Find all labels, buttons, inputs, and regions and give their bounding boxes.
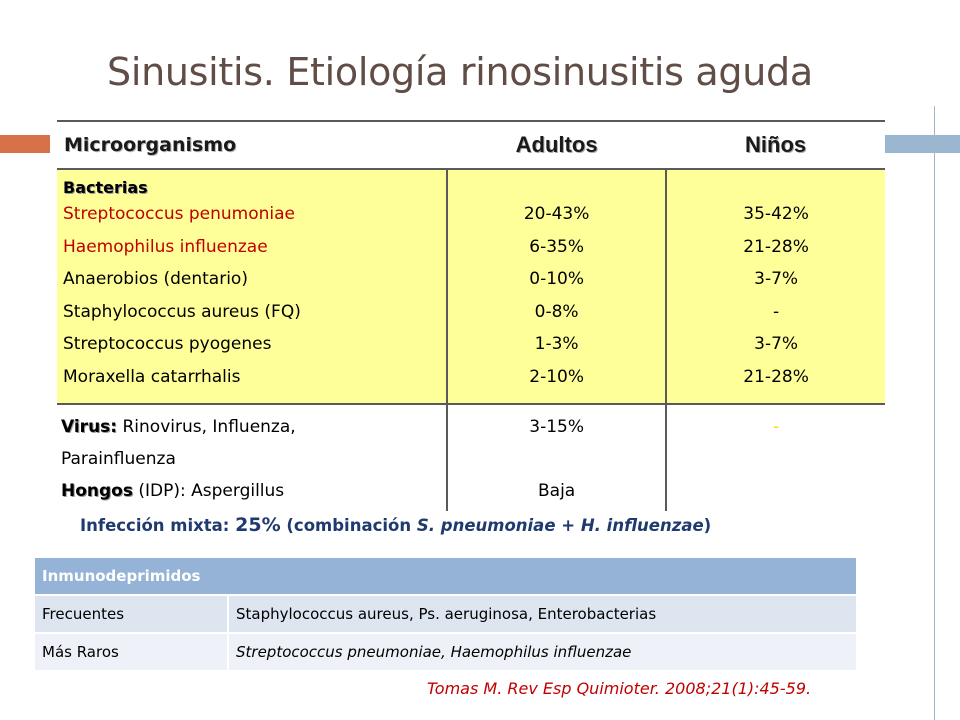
adult-virus-value: 3-15% bbox=[529, 417, 584, 437]
organism-item: Haemophilus influenzae bbox=[63, 236, 268, 257]
table-header-row bbox=[57, 121, 885, 169]
citation: Tomas M. Rev Esp Quimioter. 2008;21(1):45-59. bbox=[427, 679, 812, 698]
child-value: 3-7% bbox=[754, 269, 799, 289]
header-microorganism: Microorganismo bbox=[57, 121, 447, 169]
bacteria-organisms-cell bbox=[57, 169, 447, 404]
child-value: 21-28% bbox=[743, 366, 809, 387]
header-adults: Adultos bbox=[447, 121, 666, 169]
virus-line-2: Parainfluenza bbox=[61, 449, 176, 469]
child-value: 35-42% bbox=[743, 204, 809, 224]
header-children: Niños bbox=[666, 121, 885, 169]
immuno-row-value: Staphylococcus aureus, Ps. aeruginosa, Enterobacterias bbox=[228, 595, 856, 633]
adult-value: 0-8% bbox=[534, 301, 579, 322]
adult-value: 20-43% bbox=[523, 204, 590, 224]
child-virus-value: - bbox=[773, 417, 780, 437]
immuno-header: Inmunodeprimidos bbox=[35, 558, 856, 595]
accent-vertical-line bbox=[934, 106, 935, 720]
fungi-text: (IDP): Aspergillus bbox=[132, 481, 285, 501]
organism-item: Anaerobios (dentario) bbox=[63, 269, 248, 289]
accent-bar-left bbox=[0, 135, 50, 153]
fungi-line bbox=[61, 475, 446, 507]
child-value: 3-7% bbox=[754, 334, 799, 354]
organism-item: Moraxella catarrhalis bbox=[63, 366, 241, 387]
bacteria-adults-cell bbox=[447, 169, 666, 404]
adult-value: 2-10% bbox=[529, 366, 584, 387]
adult-value: 0-10% bbox=[529, 269, 584, 289]
immuno-row bbox=[35, 595, 856, 633]
organism-item: Streptococcus pyogenes bbox=[63, 334, 272, 354]
bacteria-row bbox=[57, 169, 885, 404]
mixed-infection-note bbox=[80, 514, 711, 536]
virus-line bbox=[61, 411, 446, 443]
adult-value: 6-35% bbox=[529, 236, 584, 257]
virus-text: Rinovirus, Influenza, bbox=[117, 417, 296, 437]
mixed-organism-b: H. influenzae bbox=[580, 516, 704, 535]
slide-title: Sinusitis. Etiología rinosinusitis aguda bbox=[107, 50, 813, 94]
bacteria-children-cell bbox=[666, 169, 885, 404]
fungi-label: Hongos bbox=[61, 481, 133, 501]
organism-item: Staphylococcus aureus (FQ) bbox=[63, 301, 301, 322]
mixed-text: (combinación bbox=[280, 516, 417, 535]
mixed-prefix: Infección mixta: bbox=[80, 516, 236, 535]
accent-bar-right bbox=[884, 135, 960, 153]
child-value: 21-28% bbox=[743, 236, 809, 257]
virus-fungi-children-cell bbox=[666, 404, 885, 511]
bacteria-heading: Bacterias bbox=[63, 178, 148, 197]
adult-fungi-value: Baja bbox=[538, 481, 576, 501]
immunocompromised-table bbox=[35, 558, 856, 670]
mixed-percentage: 25% bbox=[235, 514, 281, 536]
virus-label: Virus: bbox=[61, 417, 118, 437]
immuno-row-key: Más Raros bbox=[35, 633, 228, 670]
adult-value: 1-3% bbox=[534, 334, 579, 354]
organism-item: Streptococcus penumoniae bbox=[63, 204, 295, 224]
mixed-end: ) bbox=[703, 516, 712, 535]
etiology-table bbox=[57, 120, 885, 511]
immuno-row-value: Streptococcus pneumoniae, Haemophilus influenzae bbox=[228, 633, 856, 670]
virus-fungi-organisms-cell bbox=[57, 404, 447, 511]
immuno-row bbox=[35, 633, 856, 670]
mixed-plus: + bbox=[555, 516, 581, 535]
virus-fungi-adults-cell bbox=[447, 404, 666, 511]
child-value: - bbox=[773, 301, 780, 322]
immuno-header-row bbox=[35, 558, 856, 595]
mixed-organism-a: S. pneumoniae bbox=[416, 516, 556, 535]
immuno-row-key: Frecuentes bbox=[35, 595, 228, 633]
virus-fungi-row bbox=[57, 404, 885, 511]
